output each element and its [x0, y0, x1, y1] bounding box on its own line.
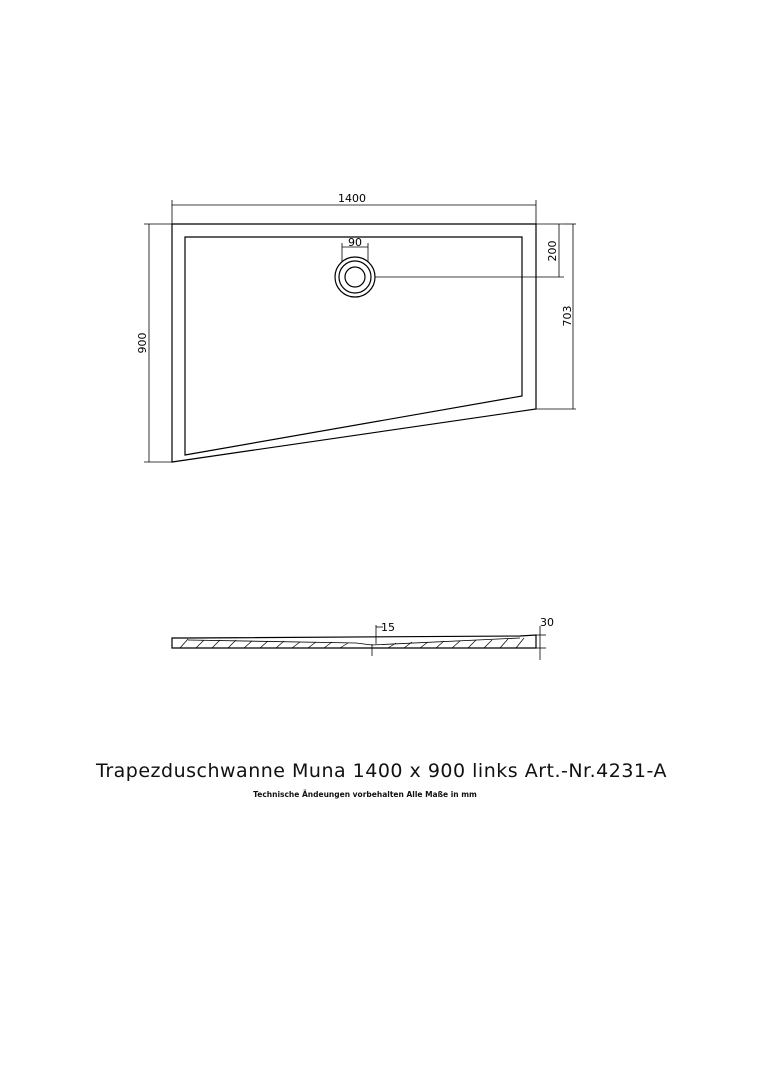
tray-outer-outline — [172, 224, 536, 462]
tray-inner-outline — [185, 237, 522, 455]
dim-drain-x-label: 90 — [348, 236, 362, 249]
dim-inner-height-label: 15 — [381, 621, 395, 634]
dimension-inner-height — [376, 621, 395, 644]
dimension-height — [136, 224, 172, 462]
section-view — [172, 616, 554, 660]
dimension-drain-x — [342, 236, 368, 262]
section-profile — [172, 635, 536, 648]
drawing-title: Trapezduschwanne Muna 1400 x 900 links Art.-Nr.4231-A — [96, 760, 667, 782]
dim-width-label: 1400 — [338, 192, 366, 205]
dim-total-height-label: 30 — [540, 616, 554, 629]
dimension-width — [172, 192, 536, 224]
dim-drain-y-label: 200 — [546, 240, 559, 262]
dim-height-label: 900 — [136, 332, 149, 354]
drain-icon — [335, 257, 375, 297]
plan-view — [136, 192, 576, 462]
dimension-total-height — [536, 616, 554, 660]
dim-right-height-label: 703 — [561, 305, 574, 327]
drawing-note: Technische Ändeungen vorbehalten Alle Maße in mm — [253, 790, 477, 799]
